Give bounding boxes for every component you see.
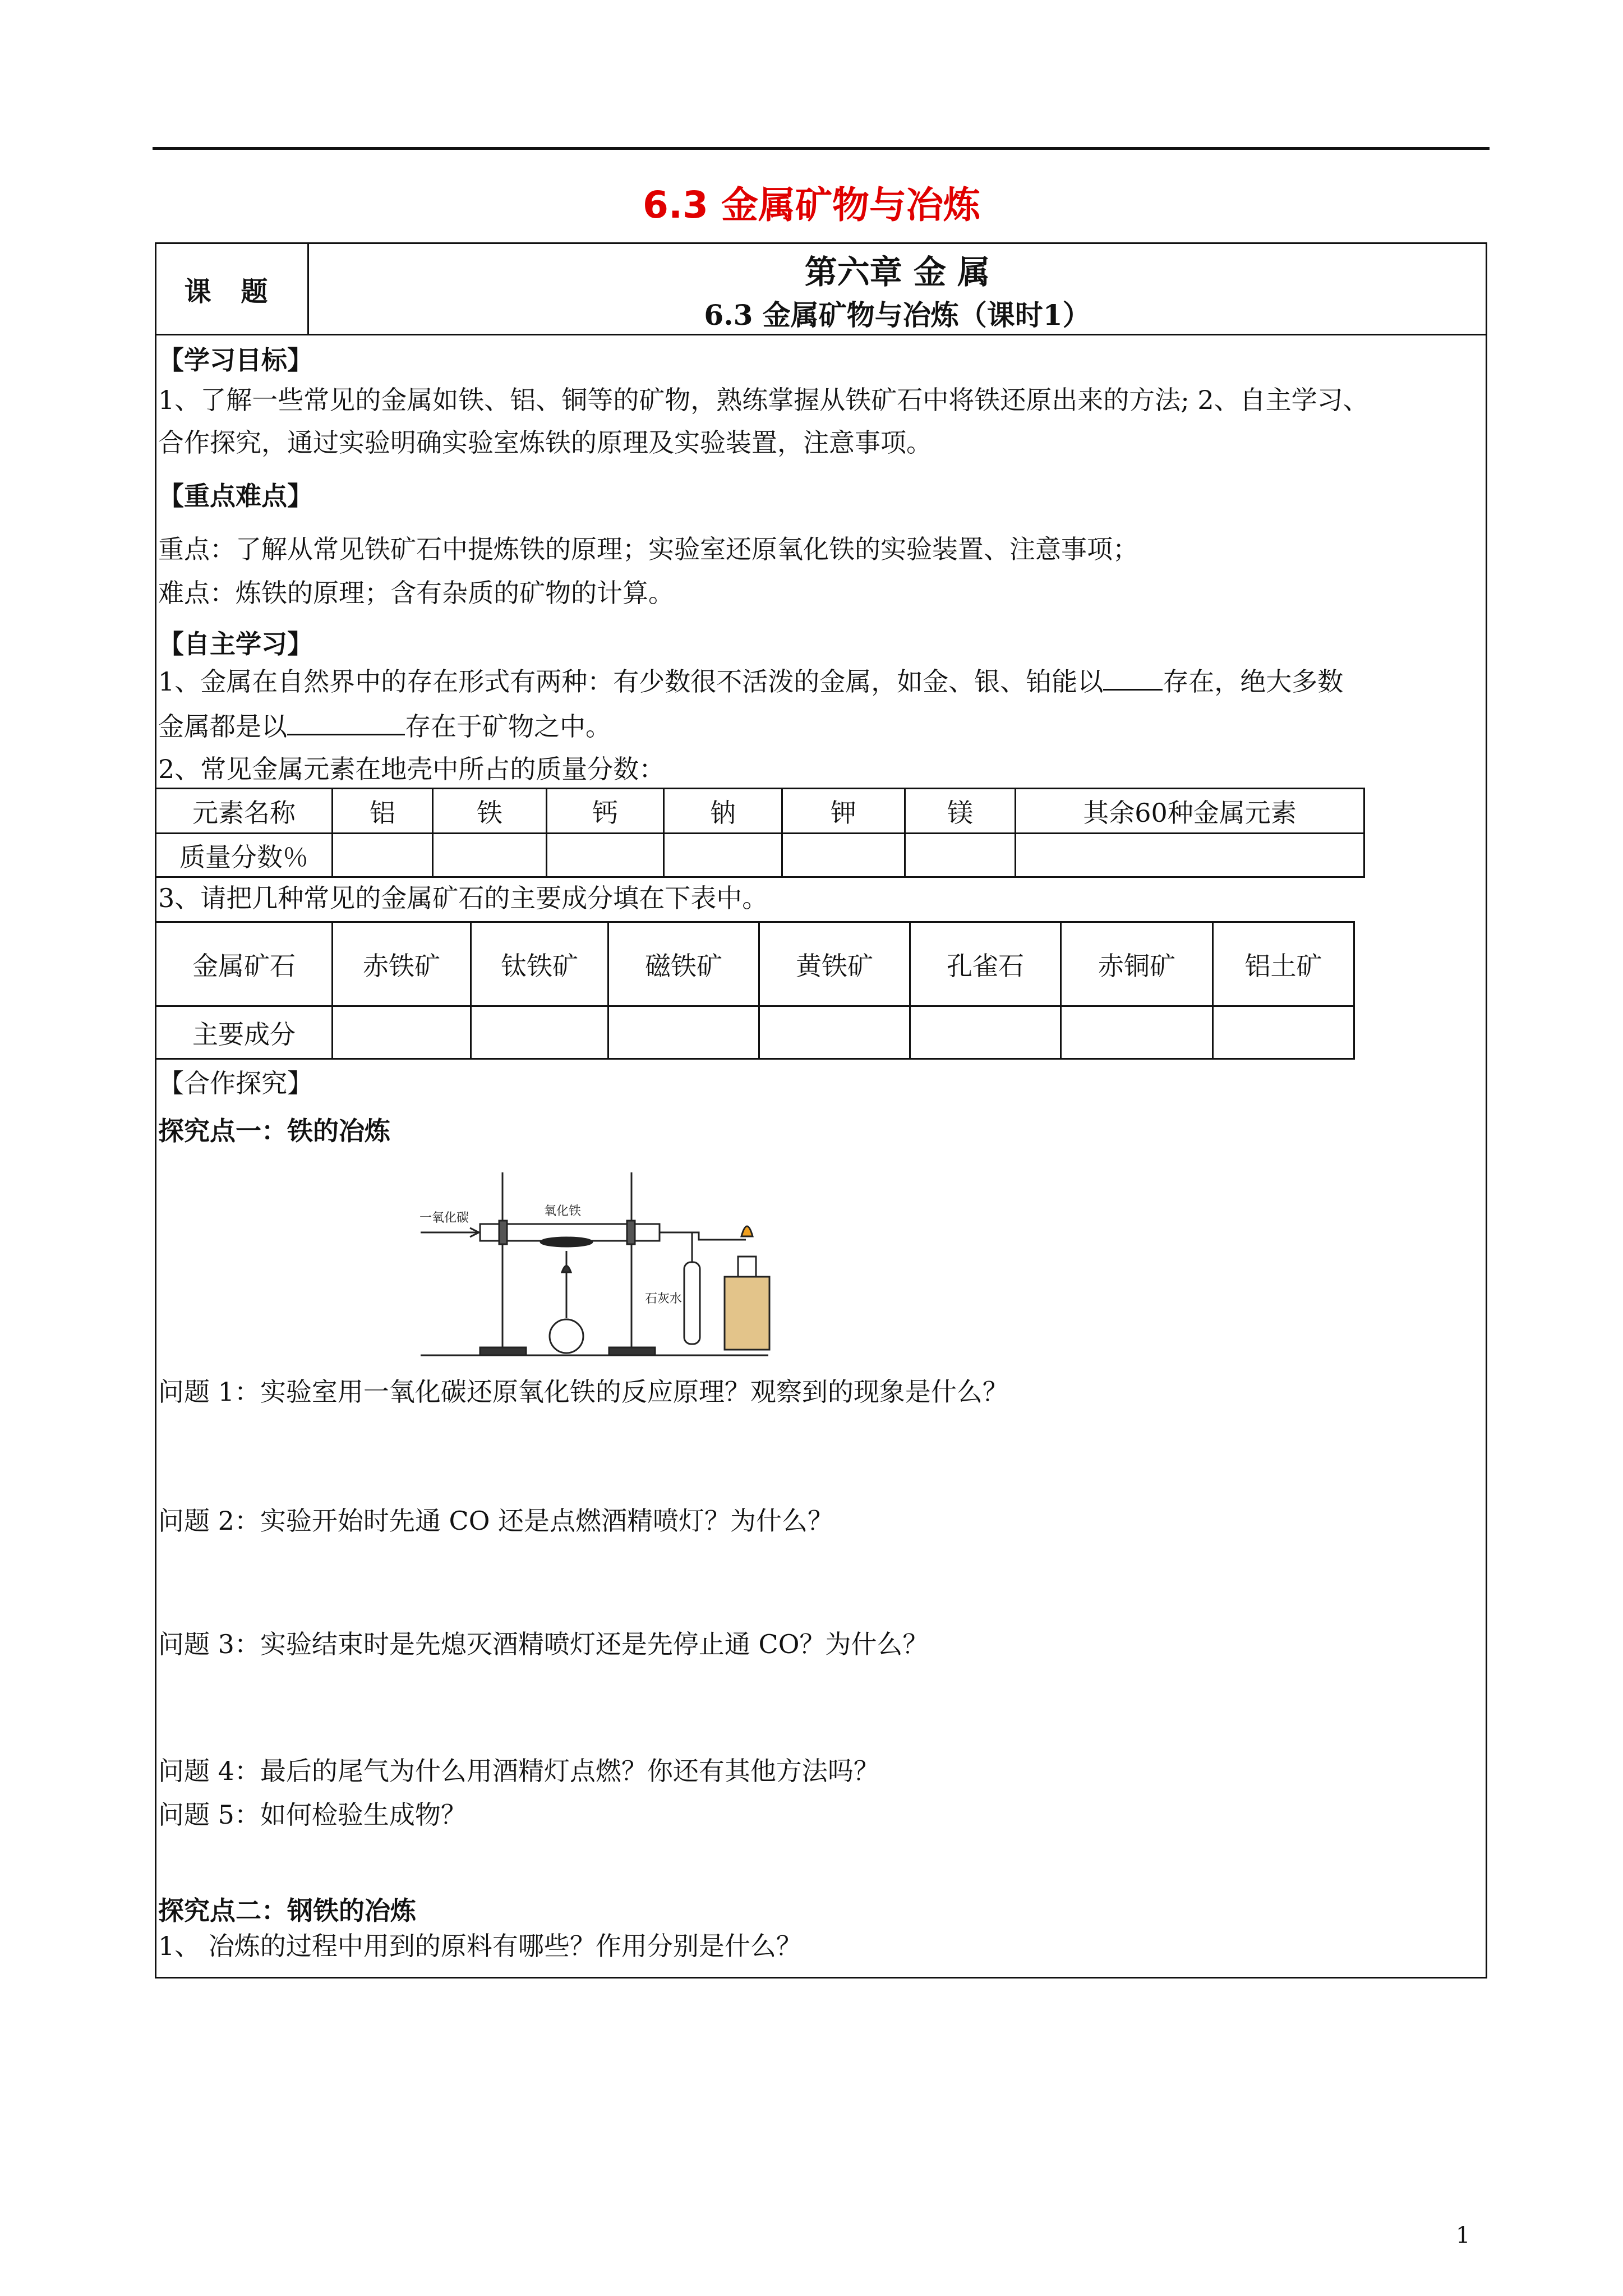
table2-ore-cell: 磁铁矿 xyxy=(608,922,759,1006)
lesson-title: 6.3 金属矿物与冶炼（课时1） xyxy=(704,298,1091,332)
table2-answer-cell[interactable] xyxy=(1061,1006,1213,1059)
table1-element-cell: 钠 xyxy=(664,789,782,834)
q1-text-b: 存在，绝大多数 xyxy=(1163,666,1344,697)
point2-question-1: 1、 冶炼的过程中用到的原料有哪些？作用分别是什么？ xyxy=(158,1931,802,1961)
table1-answer-cell[interactable] xyxy=(664,834,782,877)
self-study-q1-line2 xyxy=(158,703,611,749)
table2-ore-cell: 赤铜矿 xyxy=(1061,922,1213,1006)
top-rule xyxy=(153,147,1490,150)
table1-element-cell: 其余60种金属元素 xyxy=(1016,789,1364,834)
self-study-q2: 2、常见金属元素在地壳中所占的质量分数： xyxy=(158,754,665,784)
question-5: 问题 5：如何检验生成物？ xyxy=(158,1800,467,1830)
table2-ore-cell: 孔雀石 xyxy=(910,922,1061,1006)
table2-row2-label: 主要成分 xyxy=(156,1006,333,1059)
answer-blank-2[interactable] xyxy=(287,709,405,735)
table1-answer-cell[interactable] xyxy=(1016,834,1364,877)
left-stand-base xyxy=(480,1347,526,1355)
table1-element-cell: 钙 xyxy=(547,789,664,834)
table1-element-cell: 铁 xyxy=(433,789,547,834)
goals-line-1: 1、了解一些常见的金属如铁、铝、铜等的矿物，熟练掌握从铁矿石中将铁还原出来的方法; 2、自主学习、 xyxy=(158,385,1369,415)
self-study-q3: 3、请把几种常见的金属矿石的主要成分填在下表中。 xyxy=(158,883,768,913)
question-3: 问题 3：实验结束时是先熄灭酒精喷灯还是先停止通 CO？为什么？ xyxy=(158,1629,929,1659)
ore-composition-table xyxy=(155,921,1355,1060)
table2-ore-cell: 黄铁矿 xyxy=(759,922,910,1006)
chapter-title: 第六章 金 属 xyxy=(804,253,990,291)
label-limewater: 石灰水 xyxy=(645,1292,683,1306)
alcohol-lamp xyxy=(738,1257,756,1277)
right-clamp xyxy=(627,1221,635,1244)
topic-label: 课 题 xyxy=(184,275,278,307)
table1-element-cell: 铝 xyxy=(333,789,433,834)
page-number: 1 xyxy=(1456,2223,1470,2248)
goals-heading: 【学习目标】 xyxy=(158,345,313,375)
question-2: 问题 2：实验开始时先通 CO 还是点燃酒精喷灯？为什么？ xyxy=(158,1506,834,1536)
limewater-test-tube xyxy=(684,1262,700,1344)
iron-smelting-apparatus-diagram xyxy=(409,1161,791,1363)
q1-text-a: 1、金属在自然界中的存在形式有两种：有少数很不活泼的金属，如金、银、铂能以 xyxy=(158,666,1104,697)
table2-answer-cell[interactable] xyxy=(759,1006,910,1059)
key-point-text: 重点：了解从常见铁矿石中提炼铁的原理；实验室还原氧化铁的实验装置、注意事项； xyxy=(158,534,1138,564)
explore-heading: 【合作探究】 xyxy=(158,1068,313,1098)
table2-row1-label: 金属矿石 xyxy=(156,922,333,1006)
table2-ore-cell: 赤铁矿 xyxy=(333,922,471,1006)
difficult-point-text: 难点：炼铁的原理；含有杂质的矿物的计算。 xyxy=(158,578,674,608)
label-co: 一氧化碳 xyxy=(419,1211,469,1225)
answer-blank-1[interactable] xyxy=(1103,664,1163,691)
self-study-heading: 【自主学习】 xyxy=(158,629,313,659)
question-1: 问题 1：实验室用一氧化碳还原氧化铁的反应原理？观察到的现象是什么？ xyxy=(158,1377,1008,1407)
table2-answer-cell[interactable] xyxy=(1213,1006,1354,1059)
table2-ore-cell: 钛铁矿 xyxy=(471,922,608,1006)
table1-row1-label: 元素名称 xyxy=(156,789,333,834)
outlet-tube xyxy=(660,1232,729,1240)
table2-answer-cell[interactable] xyxy=(608,1006,759,1059)
table1-answer-cell[interactable] xyxy=(547,834,664,877)
goals-line-2: 合作探究，通过实验明确实验室炼铁的原理及实验装置，注意事项。 xyxy=(158,427,932,458)
explore-point-2: 探究点二：钢铁的冶炼 xyxy=(158,1895,416,1926)
table1-element-cell: 钾 xyxy=(782,789,905,834)
explore-point-1: 探究点一：铁的冶炼 xyxy=(158,1116,390,1146)
table1-answer-cell[interactable] xyxy=(433,834,547,877)
iron-oxide-sample xyxy=(541,1237,592,1246)
table2-answer-cell[interactable] xyxy=(471,1006,608,1059)
table2-answer-cell[interactable] xyxy=(333,1006,471,1059)
element-mass-table xyxy=(155,788,1365,878)
key-points-heading: 【重点难点】 xyxy=(158,481,313,511)
burner-block xyxy=(725,1277,769,1350)
left-clamp xyxy=(499,1221,507,1244)
lamp-body xyxy=(550,1319,583,1353)
q1-text-c: 金属都是以 xyxy=(158,711,287,742)
right-stand-base xyxy=(609,1347,655,1355)
table2-ore-cell: 铝土矿 xyxy=(1213,922,1354,1006)
table1-answer-cell[interactable] xyxy=(333,834,433,877)
table1-row2-label: 质量分数％ xyxy=(156,834,333,877)
table1-answer-cell[interactable] xyxy=(905,834,1016,877)
question-4: 问题 4：最后的尾气为什么用酒精灯点燃？你还有其他方法吗？ xyxy=(158,1756,879,1786)
table2-answer-cell[interactable] xyxy=(910,1006,1061,1059)
table1-element-cell: 镁 xyxy=(905,789,1016,834)
q1-text-d: 存在于矿物之中。 xyxy=(405,711,611,742)
lamp-flame xyxy=(562,1266,571,1273)
label-iron-oxide: 氧化铁 xyxy=(544,1204,582,1218)
self-study-q1-line1 xyxy=(158,659,1343,705)
document-title: 6.3 金属矿物与冶炼 xyxy=(643,183,980,227)
tail-gas-flame xyxy=(741,1226,753,1236)
table1-answer-cell[interactable] xyxy=(782,834,905,877)
